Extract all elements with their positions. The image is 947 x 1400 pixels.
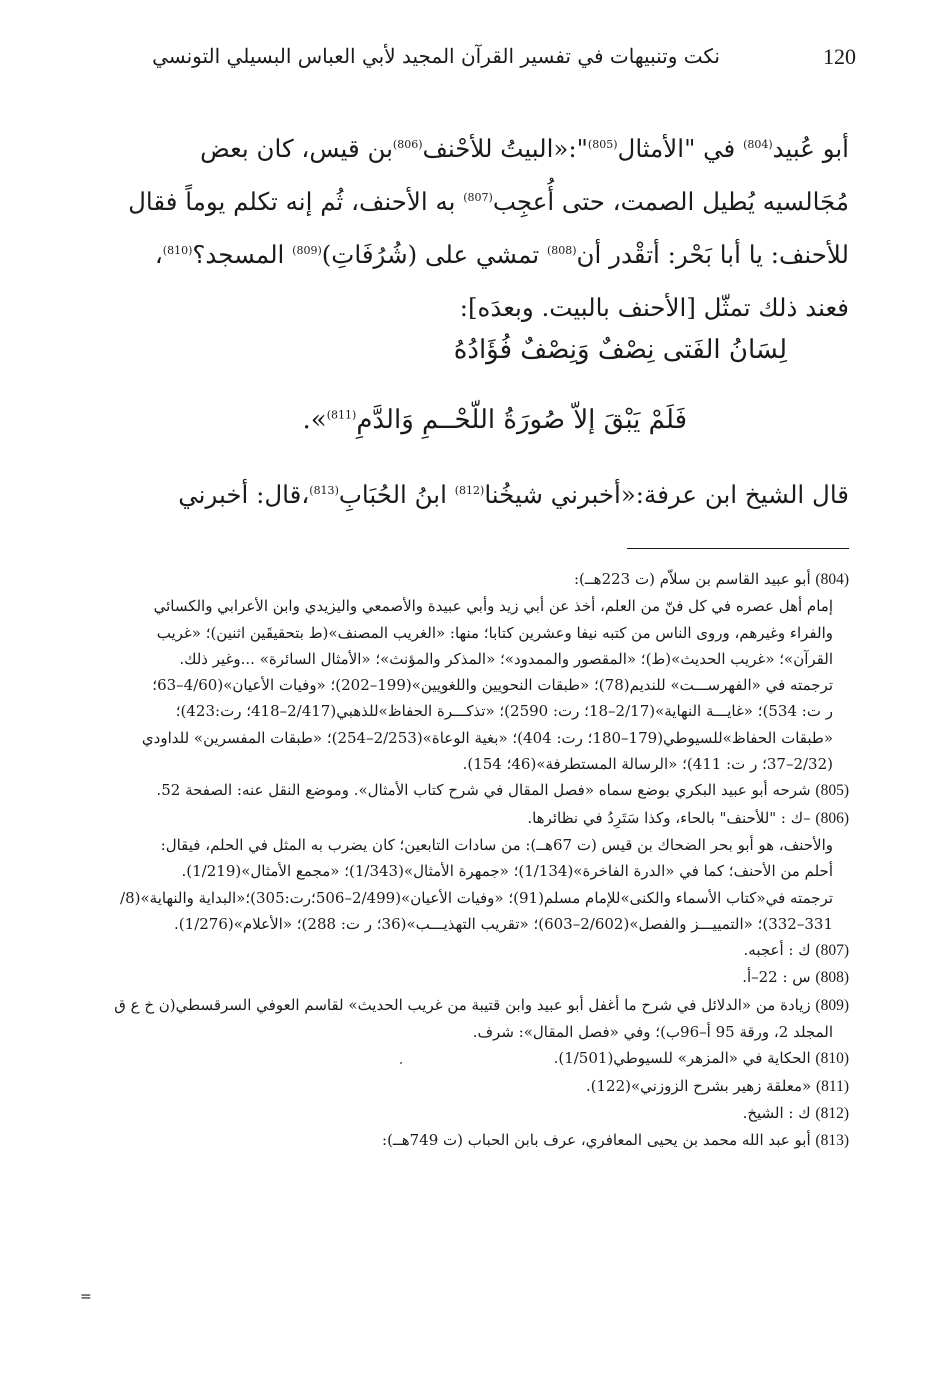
- running-title: نكت وتنبيهات في تفسير القرآن المجيد لأبي العباس البسيلي التونسي: [152, 44, 720, 68]
- page-header: [80, 40, 856, 80]
- footnote-line: [85, 1127, 849, 1154]
- footnote-text: ترجمته في«كتاب الأسماء والكنى»للإمام مسلم(91)؛ «وفيات الأعيان»(2/499–506؛رت:305)؛«البداية والنهاية»(8/: [120, 888, 833, 907]
- footnote-number: (805): [815, 782, 849, 800]
- footnote-text: أحلم من الأحنف؛ كما في «الدرة الفاخرة»(1/134)؛ «جمهرة الأمثال»(1/343)؛ «مجمع الأمثال»(1/219).: [181, 862, 833, 881]
- footnote-line: [85, 777, 849, 804]
- footnote-text: ترجمته في «الفهرســـت» للنديم(78)؛ «طبقات النحويين واللغويين»(199–202)؛ «وفيات الأعيان»(4/60–63؛: [152, 676, 833, 695]
- footnote-text: المجلد 2، ورقة 95 أ–96ب)؛ وفي «فصل المقال»: شرف.: [472, 1023, 833, 1042]
- footnote-text: والفراء وغيرهم، وروى الناس من كتبه نيفا وعشرين كتابا؛ منها: «الغريب المصنف»(ط بتحقيقَين اثنين)؛ «غريب: [156, 623, 833, 642]
- verse-first-hemistich: لِسَانُ الفَتى نِصْفٌ وَنِصْفٌ فُؤَادُهُ: [453, 335, 787, 365]
- footnote-text: «طبقات الحفاظ»للسيوطي(179–180؛ رت: 404)؛ «بغية الوعاة»(2/253–254)؛ «طبقات المفسرين» للداودي: [141, 728, 833, 747]
- footnote-text: ك : أعجبه.: [743, 941, 811, 960]
- footnote-line: [85, 751, 849, 777]
- footnote-line: [85, 620, 849, 646]
- footnote-line: [85, 805, 849, 832]
- margin-mark: =: [80, 1289, 92, 1305]
- footnote-text: ر ت: 534)؛ «غايـــة النهاية»(2/17–18؛ رت: 2590)؛ «تذكـــرة الحفاظ»للذهبي(2/417–418؛ رت:423)؛: [175, 702, 833, 721]
- footnote-number: (807): [815, 942, 849, 960]
- footnote-text: زيادة من «الدلائل في شرح ما أغفل أبو عبيد وابن قتيبة من غريب الحديث» لقاسم العوفي السرقسطي(ن خ ع ق: [114, 995, 811, 1014]
- footnote-text: إمام أهل عصره في كل فنّ من العلم، أخذ عن أبي زيد وأبي عبيدة والأصمعي واليزيدي وابن الأعرابي والكسائي: [153, 597, 833, 616]
- footnote-text: أبو عبد الله محمد بن يحيى المعافري، عرف بابن الحباب (ت 749هــ):: [382, 1131, 811, 1150]
- footnote-number: (808): [815, 969, 849, 987]
- footnote-line: [85, 566, 849, 593]
- footnote-number: (809): [815, 996, 849, 1014]
- footnote-text: ك : الشيخ.: [742, 1103, 811, 1122]
- page-number: 120: [823, 44, 856, 69]
- footnote-line: [85, 672, 849, 698]
- footnote-text: القرآن»؛ «غريب الحديث»(ط)؛ «المقصور والممدود»؛ «المذكر والمؤنث»؛ «الأمثال السائرة» ...وغير ذلك.: [179, 649, 833, 668]
- footnote-number: (810): [815, 1050, 849, 1068]
- footnote-text: شرحه أبو عبيد البكري بوضع سماه «فصل المقال في شرح كتاب الأمثال». وموضع النقل عنه: الصفحة 52.: [156, 781, 811, 800]
- footnote-line: [85, 725, 849, 751]
- footnote-number: (812): [815, 1104, 849, 1122]
- footnote-text: الحكاية في «المزهر» للسيوطي(1/501).: [553, 1049, 811, 1068]
- footnote-text: 331–332)؛ «التمييـــز والفصل»(2/602–603)؛ «تقريب التهذيـــب»(36؛ ر ت: 288)؛ «الأعلام»(1/276).: [174, 914, 833, 933]
- main-line: للأحنف: يا أبا بَحْر: أتقْدر أن$^{(808)}$ تمشي على (شُرُفَاتِ)$^{(809)}$ المسجد؟$^{(810)}$،: [154, 240, 849, 269]
- footnote-text: –ك : "للأحنف" بالحاء، وكذا سَتَرِدُ في نظائرها.: [527, 808, 811, 827]
- footnote-line: [85, 832, 849, 858]
- footnote-line: [85, 698, 849, 724]
- paper-speck: [400, 1062, 402, 1064]
- footnote-line: [85, 593, 849, 619]
- footnote-separator: [627, 548, 849, 549]
- footnotes: [85, 566, 849, 1155]
- verse-second-hemistich: فَلَمْ يَبْقَ إلاّ صُورَةُ اللّحْــمِ وَالدَّمِ$^{(811)}$».: [302, 405, 687, 435]
- footnote-line: [85, 885, 849, 911]
- footnote-line: [85, 937, 849, 964]
- footnote-line: [85, 646, 849, 672]
- footnote-line: [85, 992, 849, 1019]
- footnote-number: (806): [815, 809, 849, 827]
- footnote-text: أبو عبيد القاسم بن سلاّم (ت 223هــ):: [573, 570, 811, 588]
- footnote-text: س : 22–أ.: [742, 968, 811, 987]
- footnote-number: (811): [815, 1077, 849, 1095]
- main-text: [78, 122, 849, 334]
- footnote-line: [85, 1045, 849, 1072]
- footnote-line: [85, 911, 849, 937]
- footnote-number: (813): [815, 1132, 849, 1150]
- closing-line: قال الشيخ ابن عرفة:«أخبرني شيخُنا$^{(812)}$ ابنُ الحُبَابِ$^{(813)}$،قال: أخبرني: [178, 480, 849, 509]
- footnote-line: [85, 1100, 849, 1127]
- footnote-line: [85, 1073, 849, 1100]
- footnote-text: (2/32–37؛ ر ت: 411)؛ «الرسالة المستطرفة»(46؛ 154).: [462, 755, 833, 774]
- main-line: أبو عُبيد$^{(804)}$ في "الأمثال$^{(805)}$":«البيتُ للأحْنف$^{(806)}$بن قيس، كان بعض: [200, 134, 849, 163]
- footnote-line: [85, 964, 849, 991]
- main-line: فعند ذلك تمثّل [الأحنف بالبيت. وبعدَه]:: [459, 293, 849, 322]
- footnote-text: «معلقة زهير بشرح الزوزني»(122).: [585, 1076, 812, 1095]
- footnote-line: [85, 1019, 849, 1045]
- footnote-line: [85, 858, 849, 884]
- footnote-number: (804): [815, 571, 849, 588]
- footnote-text: والأحنف، هو أبو بحر الضحاك بن قيس (ت 67هــ): من سادات التابعين؛ كان يضرب به المثل في الحلم، فيقال:: [160, 835, 833, 854]
- main-line: مُجَالسيه يُطيل الصمت، حتى أُعجِب$^{(807)}$ به الأحنف، ثُم إنه تكلم يوماً فقال: [128, 187, 849, 216]
